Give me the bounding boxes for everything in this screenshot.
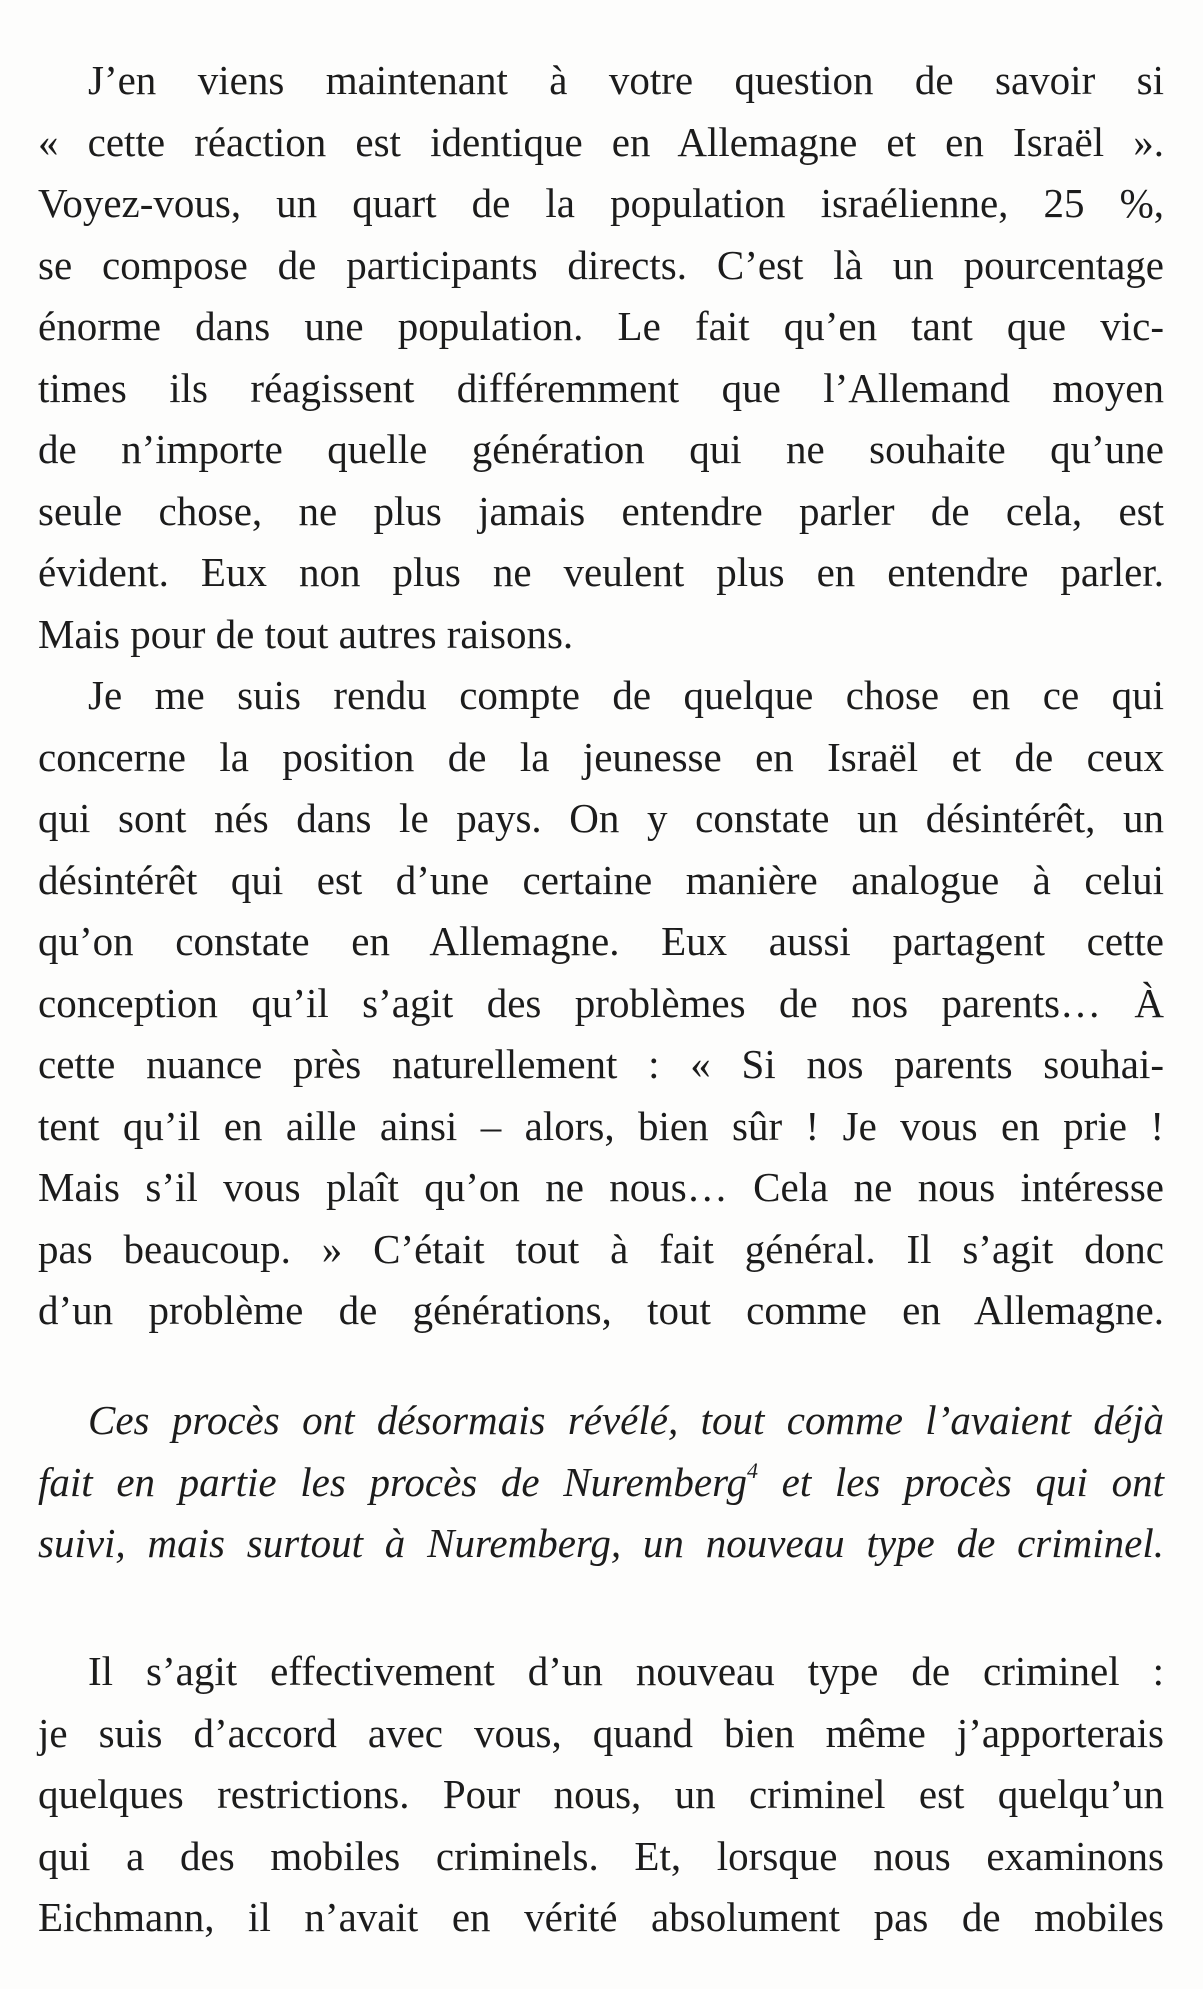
question-line-tail: et les procès qui ont — [758, 1458, 1164, 1505]
question-line: suivi, mais surtout à Nuremberg, un nouveau type de criminel. — [38, 1520, 1164, 1566]
text-line: quelques restrictions. Pour nous, un criminel est quelqu’un — [38, 1771, 1164, 1817]
text-line: se compose de participants directs. C’est là un pourcentage — [38, 241, 1164, 288]
text-line: Mais s’il vous plaît qu’on ne nous… Cela ne nous intéresse — [38, 1164, 1164, 1210]
question-line-head: fait en partie les procès de Nuremberg — [38, 1458, 747, 1505]
text-line: je suis d’accord avec vous, quand bien même j’apporterais — [38, 1709, 1164, 1756]
text-line: d’un problème de générations, tout comme en Allemagne. — [38, 1287, 1164, 1333]
text-line: qui a des mobiles criminels. Et, lorsque nous examinons — [38, 1832, 1164, 1879]
text-line: qu’on constate en Allemagne. Eux aussi partagent cette — [38, 918, 1164, 964]
text-line: Il s’agit effectivement d’un nouveau type de criminel : — [88, 1648, 1164, 1694]
text-line: Eichmann, il n’avait en vérité absolument pas de mobiles — [38, 1894, 1164, 1940]
text-line: énorme dans une population. Le fait qu’en tant que vic- — [38, 303, 1164, 349]
text-line: pas beaucoup. » C’était tout à fait général. Il s’agit donc — [38, 1225, 1164, 1272]
text-line: évident. Eux non plus ne veulent plus en entendre parler. — [38, 549, 1164, 595]
interviewer-question — [38, 1390, 1164, 1575]
question-line — [38, 1452, 1164, 1514]
text-line: Mais pour de tout autres raisons. — [38, 610, 574, 657]
footnote-reference: 4 — [747, 1457, 758, 1483]
question-line: Ces procès ont désormais révélé, tout comme l’avaient déjà — [88, 1397, 1164, 1443]
text-line: conception qu’il s’agit des problèmes de nos parents… À — [38, 979, 1164, 1026]
text-line: Je me suis rendu compte de quelque chose en ce qui — [88, 672, 1164, 718]
text-line: cette nuance près naturellement : « Si nos parents souhai- — [38, 1041, 1164, 1087]
text-line: seule chose, ne plus jamais entendre parler de cela, est — [38, 487, 1164, 534]
text-line: de n’importe quelle génération qui ne souhaite qu’une — [38, 426, 1164, 472]
text-line: concerne la position de la jeunesse en Israël et de ceux — [38, 733, 1164, 780]
text-line: « cette réaction est identique en Allemagne et en Israël ». — [38, 118, 1164, 165]
paragraph-nouveau-type-criminel — [38, 1641, 1164, 1949]
paragraph-jeunesse-israel — [38, 665, 1164, 1342]
text-line: qui sont nés dans le pays. On y constate un désintérêt, un — [38, 795, 1164, 841]
text-line: tent qu’il en aille ainsi – alors, bien sûr ! Je vous en prie ! — [38, 1102, 1164, 1149]
text-line: Voyez-vous, un quart de la population israélienne, 25 %, — [38, 180, 1164, 226]
text-line: times ils réagissent différemment que l’Allemand moyen — [38, 364, 1164, 411]
paragraph-reaction-allemagne-israel — [38, 50, 1164, 665]
text-line: désintérêt qui est d’une certaine manière analogue à celui — [38, 856, 1164, 903]
text-line: J’en viens maintenant à votre question de savoir si — [88, 57, 1164, 103]
